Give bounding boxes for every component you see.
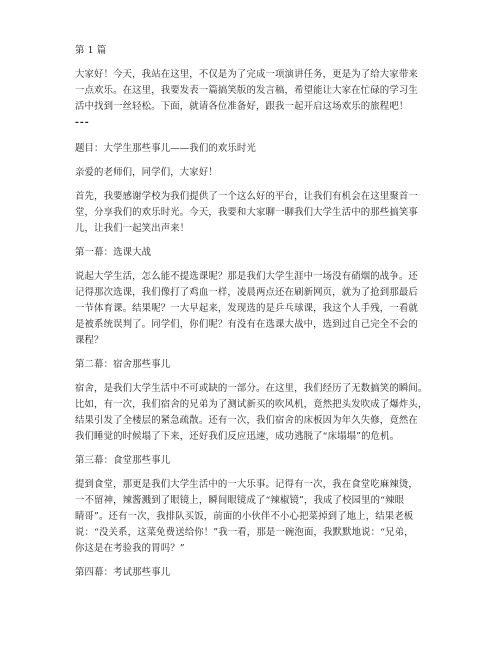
paragraph-line: 大家好！今天，我站在这里，不仅是为了完成一项演讲任务，更是为了给大家带来 xyxy=(75,69,418,80)
paragraph-line: 活中找到一丝轻松。下面，就请各位准备好，跟我一起开启这场欢乐的旅程吧！ xyxy=(75,101,409,112)
speech-title: 题目：大学生那些事儿——我们的欢乐时光 xyxy=(75,143,256,154)
opening-paragraph xyxy=(75,189,435,237)
paragraph-line: 说起大学生活，怎么能不提选课呢？那是我们大学生涯中一场没有硝烟的战争。还 xyxy=(75,271,418,282)
act-paragraph xyxy=(75,381,435,445)
paragraph-line: 课程？ xyxy=(75,335,104,346)
greeting: 亲爱的老师们，同学们，大家好！ xyxy=(75,167,218,178)
paragraph-line: 你这是在考验我的胃吗？” xyxy=(75,543,185,554)
paragraph-line: 堂，分享我们的欢乐时光。今天，我要和大家聊一聊我们大学生活中的那些搞笑事 xyxy=(75,207,418,218)
act-paragraph xyxy=(75,269,435,349)
act-heading: 第四幕：考试那些事儿 xyxy=(75,567,171,578)
paragraph-line: 一不留神，辣酱溅到了眼镜上，瞬间眼镜成了“辣椒镜”，我成了校园里的“辣眼 xyxy=(75,495,405,506)
paragraph-line: 一节体育课。结果呢？一大早起来，发现选的是乒乓球课，我这个人手残，一看就 xyxy=(75,303,418,314)
paragraph-line: 说：“没关系，这菜免费送给你！”我一看，那是一碗泡面，我默默地说：“兄弟， xyxy=(75,527,414,538)
divider: --- xyxy=(75,117,90,128)
document-page xyxy=(75,43,435,581)
paragraph-line: 比如，有一次，我们宿舍的兄弟为了测试新买的吹风机，竟然把头发吹成了爆炸头， xyxy=(75,399,428,410)
act-heading: 第二幕：宿舍那些事儿 xyxy=(75,359,171,370)
act-paragraph xyxy=(75,477,435,557)
paragraph-line: 我们睡觉的时候塌了下来，还好我们反应迅速，成功逃脱了“床塌塌”的危机。 xyxy=(75,431,400,442)
paragraph-line: 记得那次选课，我们像打了鸡血一样，凌晨两点还在刷新网页，就为了抢到那最后 xyxy=(75,287,418,298)
paragraph-line: 提到食堂，那更是我们大学生活中的一大乐事。记得有一次，我在食堂吃麻辣烫， xyxy=(75,479,418,490)
paragraph-line: 首先，我要感谢学校为我们提供了一个这么好的平台，让我们有机会在这里聚首一 xyxy=(75,191,418,202)
paragraph-line: 儿，让我们一起笑出声来！ xyxy=(75,223,190,234)
paragraph-line: 一点欢乐。在这里，我要发表一篇搞笑版的发言稿，希望能让大家在忙碌的学习生 xyxy=(75,85,418,96)
paragraph-line: 宿舍，是我们大学生活中不可或缺的一部分。在这里，我们经历了无数搞笑的瞬间。 xyxy=(75,383,428,394)
section-label: 第 1 篇 xyxy=(75,45,107,56)
act-heading: 第一幕：选课大战 xyxy=(75,247,152,258)
intro-paragraph xyxy=(75,67,435,115)
act-heading: 第三幕：食堂那些事儿 xyxy=(75,455,171,466)
paragraph-line: 睛哥”。还有一次，我排队买饭，前面的小伙伴不小心把菜掉到了地上，结果老板 xyxy=(75,511,414,522)
paragraph-line: 结果引发了全楼层的紧急疏散。还有一次，我们宿舍的床板因为年久失修，竟然在 xyxy=(75,415,418,426)
paragraph-line: 是被系统误判了。同学们，你们呢？有没有在选课大战中，选到过自己完全不会的 xyxy=(75,319,418,330)
